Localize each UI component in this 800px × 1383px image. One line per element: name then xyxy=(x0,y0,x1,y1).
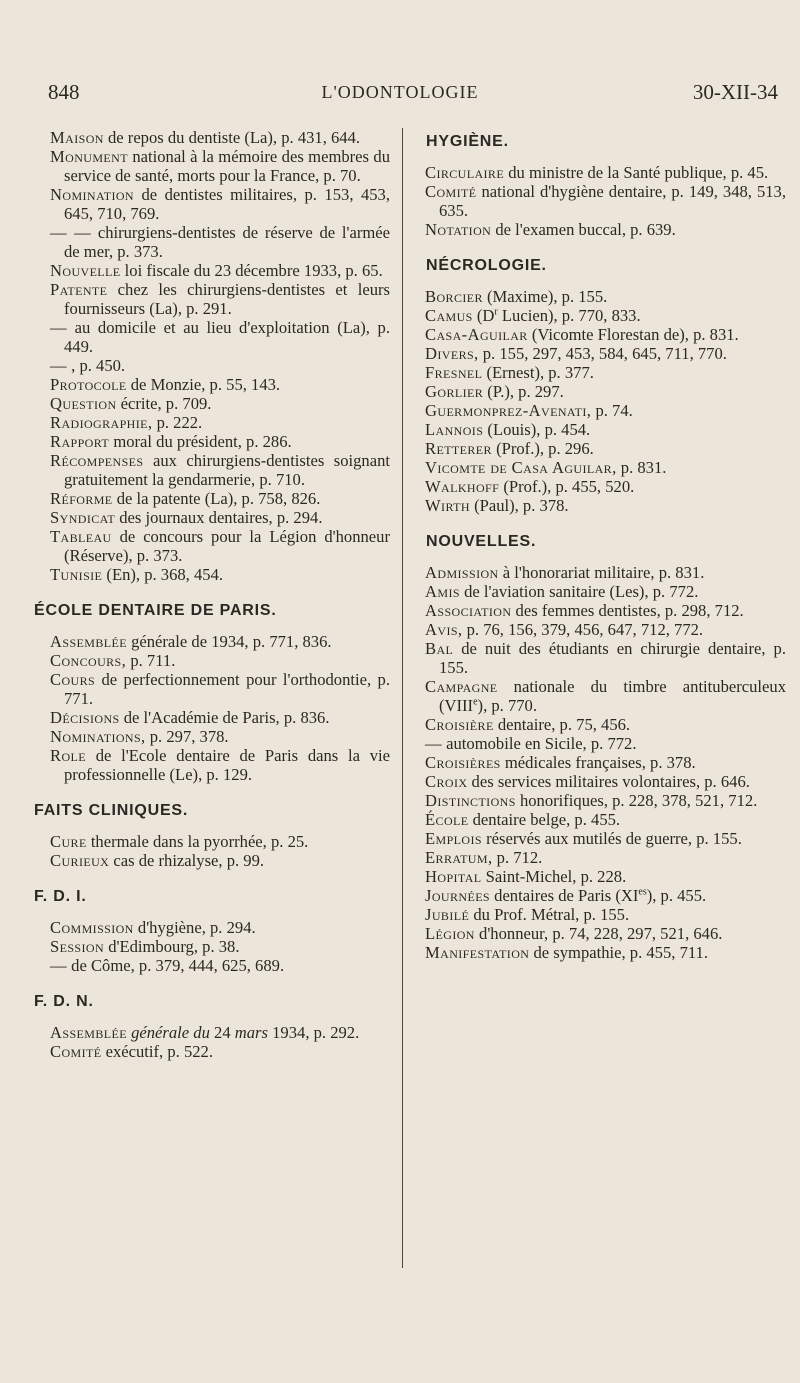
index-entry: Gorlier (P.), p. 297. xyxy=(425,382,564,401)
index-entry: Vicomte de Casa Aguilar, p. 831. xyxy=(425,458,667,477)
index-entry: Cours de perfectionnement pour l'orthodontie, p. 771. xyxy=(50,670,390,708)
index-entry: Borcier (Maxime), p. 155. xyxy=(425,287,608,306)
section-m-entries xyxy=(28,128,390,584)
index-entry: Maison de repos du dentiste (La), p. 431, 644. xyxy=(50,128,361,147)
index-entry: Commission d'hygiène, p. 294. xyxy=(50,918,256,937)
page-header xyxy=(0,80,800,110)
journal-title: L'ODONTOLOGIE xyxy=(321,82,479,102)
index-entry: — au domicile et au lieu d'exploitation (La), p. 449. xyxy=(50,318,390,356)
index-entry: Erratum, p. 712. xyxy=(425,848,543,867)
index-entry: Radiographie, p. 222. xyxy=(50,413,203,432)
index-entry: Nouvelle loi fiscale du 23 décembre 1933, p. 65. xyxy=(50,261,383,280)
index-entry: Assemblée générale de 1934, p. 771, 836. xyxy=(50,632,332,651)
index-entry: Avis, p. 76, 156, 379, 456, 647, 712, 772. xyxy=(425,620,704,639)
index-entry: Réforme de la patente (La), p. 758, 826. xyxy=(50,489,321,508)
index-entry: Monument national à la mémoire des membres du service de santé, morts pour la France, p. 70. xyxy=(50,147,390,185)
heading-faits-cliniques: FAITS CLINIQUES. xyxy=(34,802,189,819)
section-necrologie-entries xyxy=(412,287,786,515)
index-entry: Journées dentaires de Paris $(XI^{es})$, p. 455. xyxy=(425,886,707,905)
index-entry: Cure thermale dans la pyorrhée, p. 25. xyxy=(50,832,309,851)
index-entry: Amis de l'aviation sanitaire (Les), p. 772. xyxy=(425,582,699,601)
column-divider xyxy=(402,128,403,1268)
section-ecole-entries xyxy=(28,632,390,784)
index-entry: Bal de nuit des étudiants en chirurgie dentaire, p. 155. xyxy=(425,639,786,677)
index-entry: Admission à l'honorariat militaire, p. 831. xyxy=(425,563,705,582)
index-entry: Croisière dentaire, p. 75, 456. xyxy=(425,715,631,734)
index-entry: Guermonprez-Avenati, p. 74. xyxy=(425,401,633,420)
index-entry: Syndicat des journaux dentaires, p. 294. xyxy=(50,508,323,527)
section-faits-entries xyxy=(28,832,390,870)
index-entry: Croisières médicales françaises, p. 378. xyxy=(425,753,696,772)
index-entry: Nominations, p. 297, 378. xyxy=(50,727,229,746)
index-entry: Distinctions honorifiques, p. 228, 378, 521, 712. xyxy=(425,791,758,810)
index-entry: Jubilé du Prof. Métral, p. 155. xyxy=(425,905,630,924)
index-entry: Protocole de Monzie, p. 55, 143. xyxy=(50,375,281,394)
index-entry: Nomination de dentistes militaires, p. 153, 453, 645, 710, 769. xyxy=(50,185,390,223)
index-entry: École dentaire belge, p. 455. xyxy=(425,810,621,829)
section-nouvelles-entries xyxy=(412,563,786,962)
index-entry: Session d'Edimbourg, p. 38. xyxy=(50,937,240,956)
index-entry: Comité exécutif, p. 522. xyxy=(50,1042,213,1061)
index-entry: Tableau de concours pour la Légion d'honneur (Réserve), p. 373. xyxy=(50,527,390,565)
section-fdi-entries xyxy=(28,918,390,975)
index-entry: Wirth (Paul), p. 378. xyxy=(425,496,569,515)
heading-hygiene: HYGIÈNE. xyxy=(426,133,509,150)
index-entry: Rapport moral du président, p. 286. xyxy=(50,432,292,451)
index-entry: — — chirurgiens-dentistes de réserve de l'armée de mer, p. 373. xyxy=(50,223,390,261)
index-entry: — , p. 450. xyxy=(50,356,126,375)
index-entry: Question écrite, p. 709. xyxy=(50,394,212,413)
heading-fdi: F. D. I. xyxy=(34,888,87,905)
index-entry: Role de l'Ecole dentaire de Paris dans la vie professionnelle (Le), p. 129. xyxy=(50,746,390,784)
index-entry: Comité national d'hygiène dentaire, p. 149, 348, 513, 635. xyxy=(425,182,786,220)
index-entry: Concours, p. 711. xyxy=(50,651,176,670)
index-entry: Tunisie (En), p. 368, 454. xyxy=(50,565,224,584)
index-entry: Légion d'honneur, p. 74, 228, 297, 521, 646. xyxy=(425,924,723,943)
index-entry: Walkhoff (Prof.), p. 455, 520. xyxy=(425,477,635,496)
page-number: 848 xyxy=(48,80,80,104)
index-entry: Croix des services militaires volontaires, p. 646. xyxy=(425,772,750,791)
index-entry: Casa-Aguilar (Vicomte Florestan de), p. 831. xyxy=(425,325,739,344)
section-fdn-entries xyxy=(28,1042,390,1061)
index-entry: Hopital Saint-Michel, p. 228. xyxy=(425,867,627,886)
right-column xyxy=(412,128,786,962)
index-entry: — automobile en Sicile, p. 772. xyxy=(425,734,637,753)
index-entry: Retterer (Prof.), p. 296. xyxy=(425,439,594,458)
index-entry: Récompenses aux chirurgiens-dentistes soignant gratuitement la gendarmerie, p. 710. xyxy=(50,451,390,489)
issue-date: 30-XII-34 xyxy=(692,80,778,104)
index-entry: Campagne nationale du timbre antituberculeux (VIIIe), p. 770. xyxy=(425,677,786,715)
heading-ecole-dentaire: ÉCOLE DENTAIRE DE PARIS. xyxy=(34,602,277,619)
index-entry: Camus ($D^r$ Lucien), p. 770, 833. xyxy=(425,306,641,325)
section-hygiene-entries xyxy=(412,163,786,239)
index-entry-assemblee: Assemblée générale du 24 mars 1934, p. 292. xyxy=(50,1023,360,1042)
index-entry: Curieux cas de rhizalyse, p. 99. xyxy=(50,851,265,870)
index-entry: Circulaire du ministre de la Santé publique, p. 45. xyxy=(425,163,769,182)
index-entry: Patente chez les chirurgiens-dentistes et leurs fournisseurs (La), p. 291. xyxy=(50,280,390,318)
heading-fdn: F. D. N. xyxy=(34,993,94,1010)
index-entry: Décisions de l'Académie de Paris, p. 836. xyxy=(50,708,330,727)
index-entry: Manifestation de sympathie, p. 455, 711. xyxy=(425,943,708,962)
index-entry: Lannois (Louis), p. 454. xyxy=(425,420,591,439)
left-column xyxy=(28,128,390,1061)
index-entry: — de Côme, p. 379, 444, 625, 689. xyxy=(50,956,285,975)
heading-necrologie: NÉCROLOGIE. xyxy=(426,257,547,274)
index-entry: Association des femmes dentistes, p. 298, 712. xyxy=(425,601,744,620)
index-entry: Notation de l'examen buccal, p. 639. xyxy=(425,220,676,239)
index-entry: Fresnel (Ernest), p. 377. xyxy=(425,363,594,382)
heading-nouvelles: NOUVELLES. xyxy=(426,533,537,550)
index-entry: Divers, p. 155, 297, 453, 584, 645, 711, 770. xyxy=(425,344,727,363)
index-entry: Emplois réservés aux mutilés de guerre, p. 155. xyxy=(425,829,742,848)
